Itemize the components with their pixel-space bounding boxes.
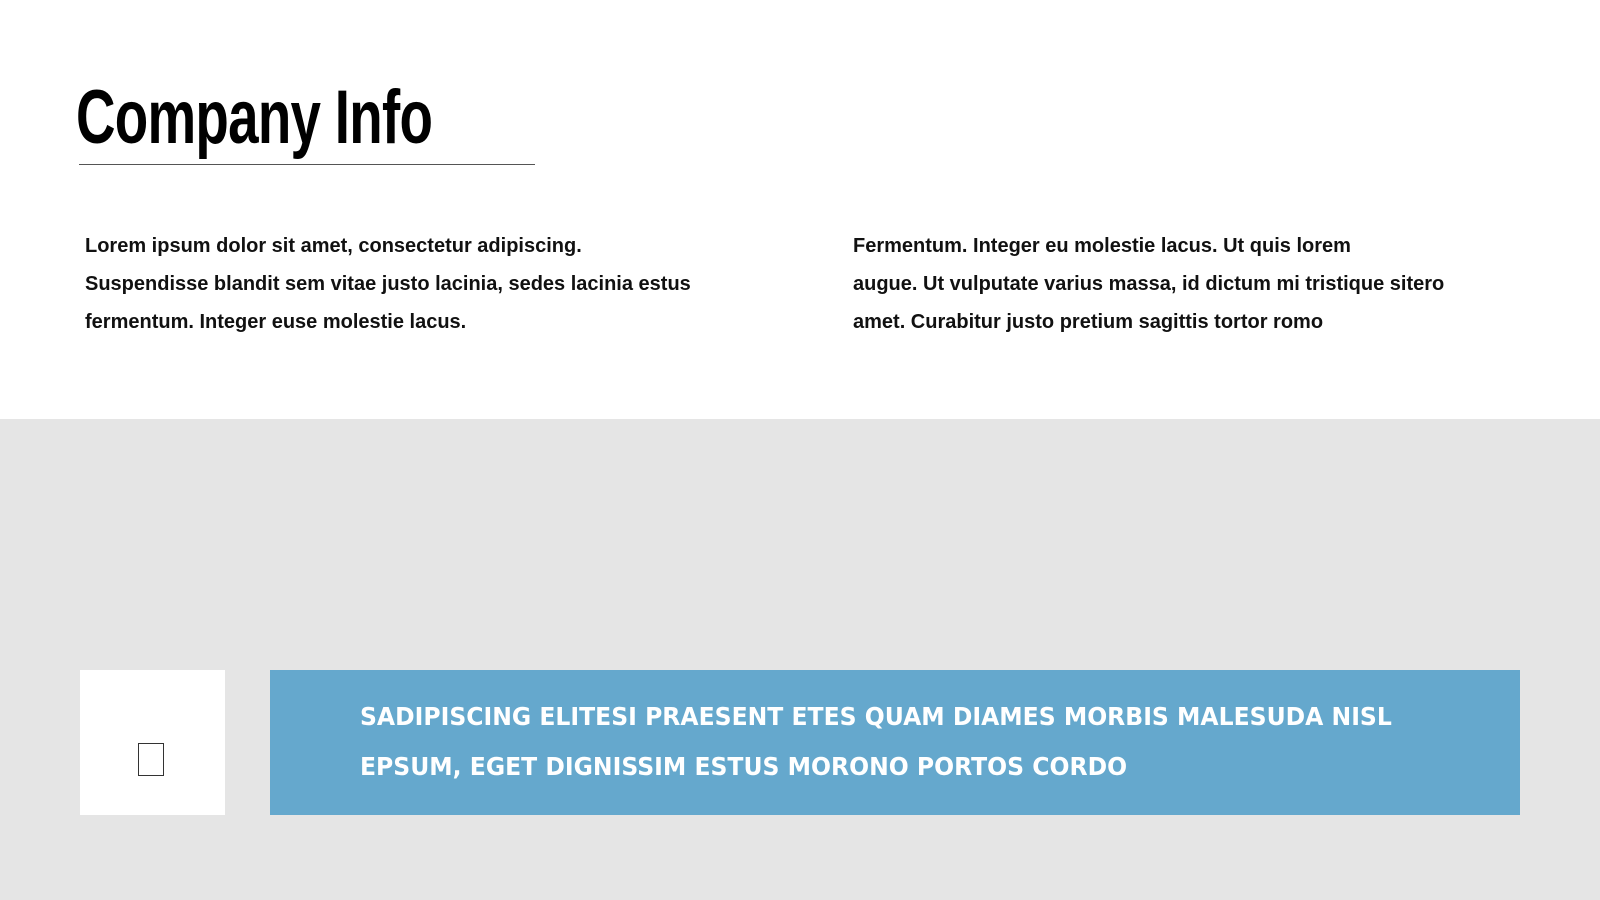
- right-paragraph-line: Fermentum. Integer eu molestie lacus. Ut quis lorem: [853, 235, 1351, 257]
- banner-line: EPSUM, EGET DIGNISSIM ESTUS MORONO PORTOS CORDO: [360, 752, 1128, 781]
- banner-line: SADIPISCING ELITESI PRAESENT ETES QUAM DIAMES MORBIS MALESUDA NISL: [360, 702, 1392, 731]
- callout-banner: [270, 670, 1520, 815]
- page-title: Company Info: [76, 75, 433, 160]
- image-placeholder-icon: [138, 743, 164, 776]
- left-paragraph: [85, 227, 785, 341]
- title-underline: [79, 164, 535, 165]
- right-paragraph-line: augue. Ut vulputate varius massa, id dictum mi tristique sitero: [853, 273, 1445, 295]
- left-paragraph-line: fermentum. Integer euse molestie lacus.: [85, 311, 467, 333]
- top-section: [0, 0, 1600, 419]
- icon-card: [80, 670, 225, 815]
- banner-text: [360, 692, 1458, 792]
- left-paragraph-line: Suspendisse blandit sem vitae justo lacinia, sedes lacinia estus: [85, 273, 691, 295]
- bottom-section: [0, 419, 1600, 900]
- right-paragraph: [853, 227, 1573, 341]
- left-paragraph-line: Lorem ipsum dolor sit amet, consectetur adipiscing.: [85, 235, 582, 257]
- right-paragraph-line: amet. Curabitur justo pretium sagittis tortor romo: [853, 311, 1324, 333]
